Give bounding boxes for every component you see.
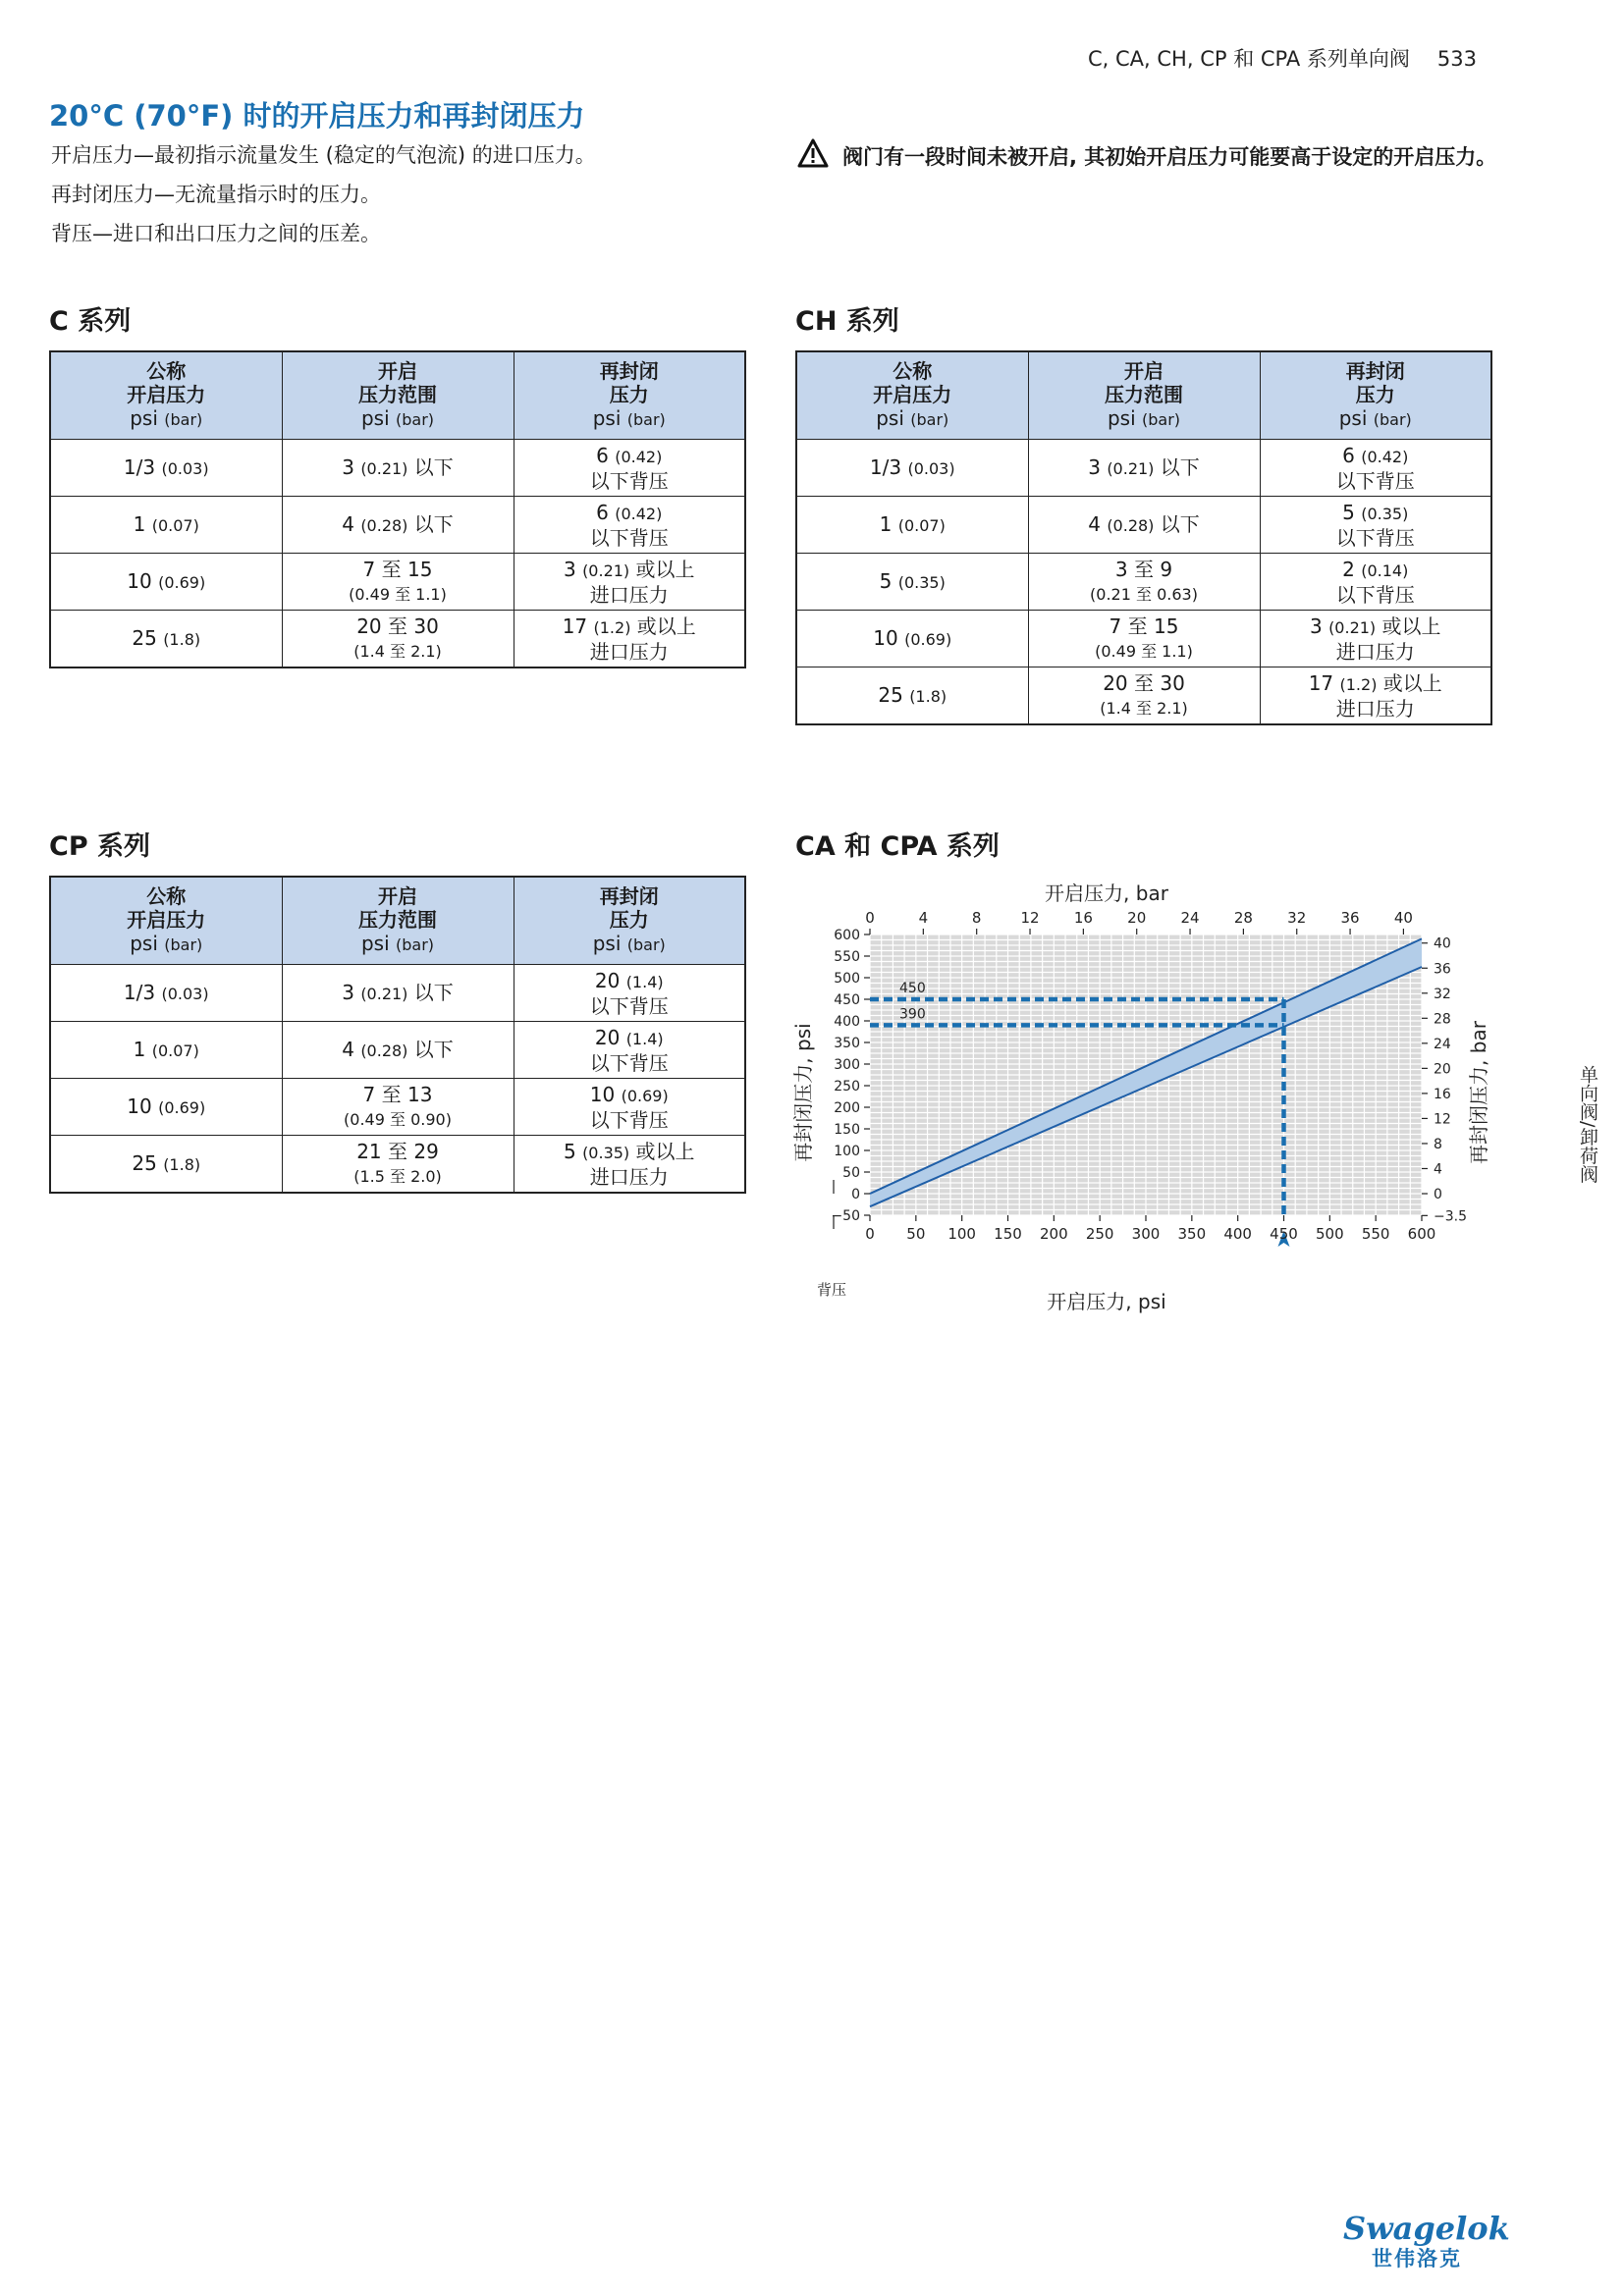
top-tick-label: 40 xyxy=(1393,909,1413,927)
header-line2: 压力 xyxy=(609,908,649,932)
cp-series-title: CP 系列 xyxy=(49,831,151,862)
c-cracking-range-header xyxy=(282,351,514,440)
header-line1: 再封闭 xyxy=(599,359,659,383)
top-tick-label: 36 xyxy=(1340,909,1360,927)
cracking-range-cell: 4 (0.28) 以下 xyxy=(1028,497,1260,554)
header-line1: 开启 xyxy=(378,884,417,908)
ca-cpa-chart xyxy=(785,879,1502,1320)
table-row xyxy=(796,554,1491,611)
reseal-cell: 5 (0.35) 以下背压 xyxy=(1260,497,1491,554)
c-series-title: C 系列 xyxy=(49,306,132,337)
nominal-cell: 1/3 (0.03) xyxy=(50,440,282,497)
cracking-range-cell: 3 (0.21) 以下 xyxy=(282,965,514,1022)
header-unit-sub: (bar) xyxy=(164,410,203,429)
bottom-tick-label: 300 xyxy=(1131,1225,1161,1243)
left-tick-label: 0 xyxy=(851,1187,860,1202)
cracking-range-cell: 20 至 30 (1.4 至 2.1) xyxy=(282,611,514,668)
top-tick-label: 24 xyxy=(1180,909,1200,927)
top-tick-label: 8 xyxy=(971,909,982,927)
bottom-tick-label: 400 xyxy=(1223,1225,1252,1243)
header-unit: psi xyxy=(592,406,622,430)
header-line2: 压力范围 xyxy=(358,383,437,406)
cracking-range-cell: 7 至 13 (0.49 至 0.90) xyxy=(282,1079,514,1136)
bottom-tick-label: 550 xyxy=(1361,1225,1390,1243)
ch-cracking-range-header xyxy=(1028,351,1260,440)
cracking-range-cell: 7 至 15 (0.49 至 1.1) xyxy=(1028,611,1260,667)
nominal-cell: 1/3 (0.03) xyxy=(50,965,282,1022)
cracking-range-cell: 3 至 9 (0.21 至 0.63) xyxy=(1028,554,1260,611)
header-line1: 开启 xyxy=(1124,359,1164,383)
left-tick-label: 200 xyxy=(834,1100,860,1116)
cp-reseal-header xyxy=(514,877,745,965)
ch-nominal-header xyxy=(796,351,1028,440)
header-unit: psi xyxy=(876,406,904,430)
ch-series-table xyxy=(795,350,1492,725)
table-row xyxy=(796,497,1491,554)
header-line1: 再封闭 xyxy=(599,884,659,908)
back-pressure-label: 背压 xyxy=(816,1281,847,1299)
definition-reseal: 再封闭压力—无流量指示时的压力。 xyxy=(51,183,381,206)
header-unit-sub: (bar) xyxy=(910,410,949,429)
bottom-tick-label: 500 xyxy=(1316,1225,1344,1243)
top-tick-label: 32 xyxy=(1287,909,1307,927)
bottom-tick-label: 200 xyxy=(1040,1225,1068,1243)
header-unit: psi xyxy=(130,932,158,955)
left-tick-label: 450 xyxy=(834,992,860,1008)
reseal-cell: 17 (1.2) 或以上 进口压力 xyxy=(1260,667,1491,725)
reseal-cell: 3 (0.21) 或以上 进口压力 xyxy=(1260,611,1491,667)
header-line1: 公称 xyxy=(146,884,187,908)
nominal-cell: 5 (0.35) xyxy=(796,554,1028,611)
nominal-cell: 1 (0.07) xyxy=(50,497,282,554)
top-tick-label: 28 xyxy=(1233,909,1253,927)
ch-reseal-header xyxy=(1260,351,1491,440)
running-header xyxy=(1088,43,1477,73)
header-unit: psi xyxy=(592,932,622,955)
table-row xyxy=(796,667,1491,725)
top-tick-label: 4 xyxy=(918,909,929,927)
right-tick-label: 28 xyxy=(1434,1011,1451,1028)
left-axis-label: 再封闭压力, psi xyxy=(791,1023,815,1162)
cracking-range-cell: 20 至 30 (1.4 至 2.1) xyxy=(1028,667,1260,725)
header-line2: 压力范围 xyxy=(358,908,437,932)
definition-cracking: 开启压力—最初指示流量发生 (稳定的气泡流) 的进口压力。 xyxy=(51,143,596,167)
cp-series-table xyxy=(49,876,746,1194)
right-tick-label: 20 xyxy=(1434,1061,1451,1078)
right-tick-label: 40 xyxy=(1434,935,1451,952)
ch-series-title: CH 系列 xyxy=(795,306,899,337)
left-tick-label: 50 xyxy=(842,1165,860,1181)
left-tick-label: 150 xyxy=(834,1122,860,1138)
cracking-range-cell: 3 (0.21) 以下 xyxy=(282,440,514,497)
right-tick-label: 36 xyxy=(1434,961,1451,978)
nominal-cell: 10 (0.69) xyxy=(50,1079,282,1136)
left-tick-label: 400 xyxy=(834,1014,860,1030)
right-tick-label: 32 xyxy=(1434,986,1451,1002)
cracking-range-cell: 21 至 29 (1.5 至 2.0) xyxy=(282,1136,514,1194)
nominal-cell: 25 (1.8) xyxy=(796,667,1028,725)
swagelok-logo xyxy=(1343,2210,1510,2271)
nominal-cell: 1 (0.07) xyxy=(50,1022,282,1079)
header-unit-sub: (bar) xyxy=(626,935,666,954)
right-tick-label: 12 xyxy=(1434,1111,1451,1128)
header-unit-sub: (bar) xyxy=(164,935,203,954)
ca-cpa-series-title: CA 和 CPA 系列 xyxy=(795,831,1000,862)
header-unit-sub: (bar) xyxy=(1373,410,1412,429)
left-tick-label: −50 xyxy=(831,1208,860,1224)
c-nominal-header xyxy=(50,351,282,440)
left-tick-label: 550 xyxy=(834,949,860,965)
reseal-cell: 20 (1.4) 以下背压 xyxy=(514,1022,745,1079)
table-row xyxy=(50,1022,745,1079)
cracking-range-cell: 4 (0.28) 以下 xyxy=(282,1022,514,1079)
table-row xyxy=(50,611,745,668)
cp-cracking-range-header xyxy=(282,877,514,965)
top-axis-label: 开启压力, bar xyxy=(1045,881,1168,905)
c-reseal-header xyxy=(514,351,745,440)
bottom-tick-label: 50 xyxy=(906,1225,926,1243)
nominal-cell: 25 (1.8) xyxy=(50,611,282,668)
definition-back-pressure: 背压—进口和出口压力之间的压差。 xyxy=(51,222,381,245)
header-unit-sub: (bar) xyxy=(396,935,435,954)
side-tab-label: 单向阀/卸荷阀 xyxy=(1577,1065,1598,1184)
header-line2: 开启压力 xyxy=(873,383,952,406)
left-tick-label: 300 xyxy=(834,1057,860,1073)
header-unit: psi xyxy=(360,932,390,955)
bottom-tick-label: 150 xyxy=(994,1225,1022,1243)
logo-brand-cn: 世伟洛克 xyxy=(1372,2247,1462,2270)
nominal-cell: 10 (0.69) xyxy=(50,554,282,611)
cracking-range-cell: 3 (0.21) 以下 xyxy=(1028,440,1260,497)
left-tick-label: 500 xyxy=(834,971,860,987)
left-tick-label: 350 xyxy=(834,1036,860,1051)
header-unit: psi xyxy=(1338,406,1368,430)
c-series-table xyxy=(49,350,746,668)
header-line1: 公称 xyxy=(146,359,187,383)
bottom-tick-label: 450 xyxy=(1270,1225,1298,1243)
reseal-cell: 2 (0.14) 以下背压 xyxy=(1260,554,1491,611)
header-unit: psi xyxy=(360,406,390,430)
left-tick-label: 250 xyxy=(834,1079,860,1095)
bottom-tick-label: 250 xyxy=(1085,1225,1114,1243)
table-row xyxy=(796,611,1491,667)
bottom-tick-label: 350 xyxy=(1177,1225,1207,1243)
top-tick-label: 16 xyxy=(1073,909,1093,927)
table-row xyxy=(796,440,1491,497)
right-axis-label: 再封闭压力, bar xyxy=(1467,1021,1490,1164)
reseal-cell: 6 (0.42) 以下背压 xyxy=(514,440,745,497)
right-tick-label: 8 xyxy=(1434,1136,1442,1152)
warning-text: 阀门有一段时间未被开启, 其初始开启压力可能要高于设定的开启压力。 xyxy=(842,145,1497,169)
logo-brand: Swagelok xyxy=(1343,2210,1510,2247)
cracking-range-cell: 7 至 15 (0.49 至 1.1) xyxy=(282,554,514,611)
example-label-upper: 450 xyxy=(899,981,926,996)
series-title: C, CA, CH, CP 和 CPA 系列单向阀 xyxy=(1088,47,1410,71)
nominal-cell: 1 (0.07) xyxy=(796,497,1028,554)
top-tick-label: 12 xyxy=(1020,909,1040,927)
warning-note xyxy=(797,141,1504,173)
nominal-cell: 1/3 (0.03) xyxy=(796,440,1028,497)
top-tick-label: 20 xyxy=(1127,909,1147,927)
header-line1: 公称 xyxy=(893,359,933,383)
nominal-cell: 10 (0.69) xyxy=(796,611,1028,667)
left-tick-label: 600 xyxy=(834,928,860,943)
top-tick-label: 0 xyxy=(865,909,875,927)
bottom-tick-label: 100 xyxy=(947,1225,976,1243)
left-tick-label: 100 xyxy=(834,1144,860,1159)
header-line2: 开启压力 xyxy=(127,383,206,406)
reseal-cell: 17 (1.2) 或以上 进口压力 xyxy=(514,611,745,668)
cracking-range-cell: 4 (0.28) 以下 xyxy=(282,497,514,554)
cp-nominal-header xyxy=(50,877,282,965)
reseal-cell: 5 (0.35) 或以上 进口压力 xyxy=(514,1136,745,1194)
reseal-cell: 6 (0.42) 以下背压 xyxy=(1260,440,1491,497)
table-row xyxy=(50,440,745,497)
right-tick-label: 0 xyxy=(1434,1187,1442,1202)
reseal-cell: 20 (1.4) 以下背压 xyxy=(514,965,745,1022)
nominal-cell: 25 (1.8) xyxy=(50,1136,282,1194)
right-tick-label: 4 xyxy=(1434,1161,1442,1178)
reseal-cell: 10 (0.69) 以下背压 xyxy=(514,1079,745,1136)
header-line2: 压力 xyxy=(1355,383,1395,406)
header-line2: 开启压力 xyxy=(127,908,206,932)
warning-triangle-icon xyxy=(797,137,829,169)
reseal-cell: 3 (0.21) 或以上 进口压力 xyxy=(514,554,745,611)
header-unit: psi xyxy=(130,406,158,430)
table-row xyxy=(50,965,745,1022)
example-label-lower: 390 xyxy=(899,1006,926,1023)
right-tick-label: 24 xyxy=(1434,1036,1451,1052)
header-line1: 开启 xyxy=(378,359,417,383)
right-tick-label: −3.5 xyxy=(1434,1208,1467,1225)
header-unit: psi xyxy=(1107,406,1136,430)
table-row xyxy=(50,1136,745,1194)
table-row xyxy=(50,554,745,611)
header-unit-sub: (bar) xyxy=(626,410,666,429)
header-line2: 压力 xyxy=(609,383,649,406)
right-tick-label: 16 xyxy=(1434,1086,1451,1102)
reseal-cell: 6 (0.42) 以下背压 xyxy=(514,497,745,554)
bottom-tick-label: 600 xyxy=(1407,1225,1436,1243)
page-title: 20°C (70°F) 时的开启压力和再封闭压力 xyxy=(49,99,585,133)
header-line1: 再封闭 xyxy=(1345,359,1405,383)
bottom-tick-label: 0 xyxy=(865,1225,875,1243)
table-row xyxy=(50,1079,745,1136)
page-number: 533 xyxy=(1436,47,1477,71)
header-unit-sub: (bar) xyxy=(396,410,435,429)
table-row xyxy=(50,497,745,554)
header-line2: 压力范围 xyxy=(1105,383,1183,406)
bottom-axis-label: 开启压力, psi xyxy=(1047,1290,1166,1313)
header-unit-sub: (bar) xyxy=(1142,410,1181,429)
